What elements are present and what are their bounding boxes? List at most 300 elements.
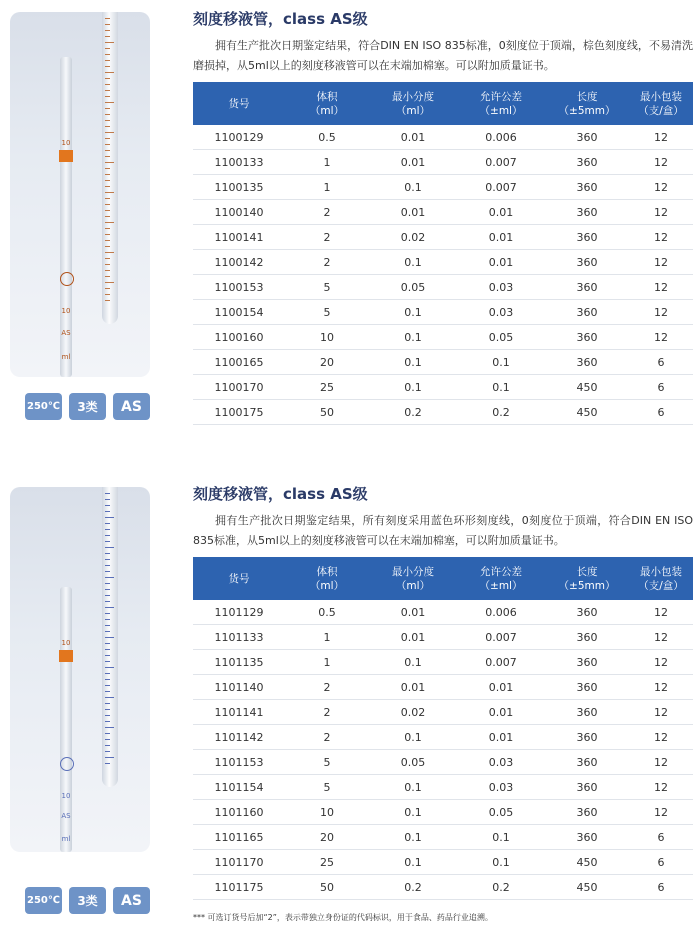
header-label: 最小分度 <box>392 565 434 578</box>
graduation-tick <box>105 132 114 133</box>
table-row <box>193 400 693 425</box>
section-title: 刻度移液管，class AS级 <box>193 10 368 28</box>
graduation-tick <box>105 493 110 494</box>
table-cell: 360 <box>545 750 629 775</box>
table-cell: 360 <box>545 150 629 175</box>
table-cell: 1 <box>285 150 369 175</box>
table-cell: 0.01 <box>369 625 457 650</box>
graduation-tick <box>105 511 110 512</box>
pipette-label-class: AS <box>61 329 71 337</box>
table-cell: 0.01 <box>457 675 545 700</box>
table-cell: 6 <box>629 875 693 900</box>
column-header <box>457 557 545 600</box>
graduation-tick <box>105 571 110 572</box>
header-label: 体积 <box>316 565 338 578</box>
header-label: 长度 <box>576 565 598 578</box>
column-header <box>545 82 629 125</box>
graduation-tick <box>105 102 114 103</box>
section-title: 刻度移液管，class AS级 <box>193 485 368 503</box>
table-cell: 360 <box>545 800 629 825</box>
table-cell: 360 <box>545 125 629 150</box>
table-cell: 1100153 <box>193 275 285 300</box>
badge-category: 3类 <box>69 393 106 420</box>
table-cell: 0.1 <box>369 325 457 350</box>
pipette-label-volume: 10 <box>61 307 71 315</box>
table-cell: 0.1 <box>457 375 545 400</box>
table-cell: 12 <box>629 300 693 325</box>
header-unit: （±5mm） <box>558 579 616 592</box>
thin-pipette-graphic <box>60 587 72 852</box>
table-cell: 0.01 <box>369 200 457 225</box>
header-row <box>193 82 693 125</box>
pipette-label-class: AS <box>61 812 71 820</box>
table-row <box>193 325 693 350</box>
graduation-tick <box>105 643 110 644</box>
graduation-tick <box>105 264 110 265</box>
spec-table-body <box>193 600 693 900</box>
header-label: 最小包装 <box>640 90 682 103</box>
table-row <box>193 350 693 375</box>
table-cell: 2 <box>285 700 369 725</box>
table-cell: 12 <box>629 275 693 300</box>
header-unit: （ml） <box>309 104 345 117</box>
table-cell: 1101153 <box>193 750 285 775</box>
table-cell: 0.03 <box>457 750 545 775</box>
table-cell: 0.1 <box>369 775 457 800</box>
column-header <box>285 557 369 600</box>
table-cell: 0.01 <box>457 200 545 225</box>
pipette-label-volume: 10 <box>61 792 71 800</box>
graduation-tick <box>105 162 114 163</box>
table-cell: 0.1 <box>369 650 457 675</box>
graduation-tick <box>105 547 114 548</box>
thick-pipette-graphic <box>102 487 118 787</box>
header-label: 货号 <box>228 572 250 585</box>
graduation-tick <box>105 300 110 301</box>
badge-category: 3类 <box>69 887 106 914</box>
table-cell: 0.1 <box>369 250 457 275</box>
graduation-tick <box>105 276 110 277</box>
table-row <box>193 850 693 875</box>
table-cell: 0.1 <box>369 825 457 850</box>
table-cell: 1101141 <box>193 700 285 725</box>
graduation-tick <box>105 180 110 181</box>
table-cell: 360 <box>545 775 629 800</box>
table-cell: 0.1 <box>369 800 457 825</box>
graduation-tick <box>105 222 114 223</box>
table-cell: 25 <box>285 375 369 400</box>
table-cell: 450 <box>545 850 629 875</box>
feature-badges <box>25 887 150 914</box>
header-row <box>193 557 693 600</box>
table-cell: 12 <box>629 175 693 200</box>
table-cell: 360 <box>545 275 629 300</box>
table-row <box>193 625 693 650</box>
graduation-tick <box>105 667 114 668</box>
table-cell: 0.01 <box>369 125 457 150</box>
table-row <box>193 875 693 900</box>
graduation-tick <box>105 595 110 596</box>
table-cell: 0.1 <box>457 825 545 850</box>
table-cell: 1101129 <box>193 600 285 625</box>
table-cell: 0.05 <box>369 275 457 300</box>
table-cell: 360 <box>545 825 629 850</box>
table-cell: 0.02 <box>369 700 457 725</box>
column-header <box>285 82 369 125</box>
table-cell: 50 <box>285 400 369 425</box>
header-label: 长度 <box>576 90 598 103</box>
table-cell: 2 <box>285 225 369 250</box>
table-cell: 1100170 <box>193 375 285 400</box>
graduation-tick <box>105 36 110 37</box>
graduation-tick <box>105 733 110 734</box>
pipette-logo-mark <box>60 757 74 771</box>
thick-pipette-graphic <box>102 12 118 324</box>
table-row <box>193 750 693 775</box>
table-cell: 0.01 <box>369 150 457 175</box>
table-cell: 1101135 <box>193 650 285 675</box>
graduation-tick <box>105 126 110 127</box>
graduation-tick <box>105 679 110 680</box>
table-cell: 360 <box>545 675 629 700</box>
graduation-tick <box>105 288 110 289</box>
table-cell: 0.2 <box>369 875 457 900</box>
graduation-tick <box>105 619 110 620</box>
table-row <box>193 700 693 725</box>
header-label: 最小分度 <box>392 90 434 103</box>
table-cell: 0.1 <box>457 850 545 875</box>
graduation-tick <box>105 661 110 662</box>
header-unit: （ml） <box>395 579 431 592</box>
table-row <box>193 775 693 800</box>
graduation-tick <box>105 228 110 229</box>
graduation-tick <box>105 216 110 217</box>
table-cell: 0.006 <box>457 600 545 625</box>
column-header <box>457 82 545 125</box>
graduation-tick <box>105 246 110 247</box>
header-unit: （±ml） <box>479 579 523 592</box>
table-cell: 2 <box>285 250 369 275</box>
table-cell: 5 <box>285 750 369 775</box>
section-description: 拥有生产批次日期鉴定结果，所有刻度采用蓝色环形刻度线，0刻度位于顶端，符合DIN EN ISO 835标准，从5ml以上的刻度移液管可以在末端加棉塞，可以附加质量证书。 <box>193 514 693 547</box>
table-cell: 0.2 <box>369 400 457 425</box>
table-cell: 12 <box>629 625 693 650</box>
graduation-tick <box>105 529 110 530</box>
graduation-tick <box>105 150 110 151</box>
graduation-tick <box>105 637 114 638</box>
footnote: *** 可选订货号后加“2”，表示带独立身份证的代码标识，用于食品、药品行业追溯。 <box>193 913 493 922</box>
graduation-tick <box>105 60 110 61</box>
pipette-label-top: 10 <box>61 139 71 147</box>
table-cell: 6 <box>629 350 693 375</box>
graduation-tick <box>105 186 110 187</box>
table-cell: 12 <box>629 150 693 175</box>
table-cell: 12 <box>629 725 693 750</box>
table-cell: 0.03 <box>457 300 545 325</box>
table-cell: 25 <box>285 850 369 875</box>
table-cell: 0.1 <box>457 350 545 375</box>
badge-temperature: 250℃ <box>25 887 62 914</box>
thin-pipette-graphic <box>60 57 72 377</box>
graduation-tick <box>105 48 110 49</box>
table-cell: 0.1 <box>369 175 457 200</box>
graduation-tick <box>105 282 114 283</box>
table-row <box>193 600 693 625</box>
table-cell: 5 <box>285 275 369 300</box>
column-header <box>369 557 457 600</box>
graduation-tick <box>105 24 110 25</box>
table-cell: 10 <box>285 325 369 350</box>
table-cell: 0.007 <box>457 175 545 200</box>
graduation-tick <box>105 138 110 139</box>
graduation-tick <box>105 613 110 614</box>
table-row <box>193 200 693 225</box>
table-cell: 360 <box>545 250 629 275</box>
graduation-tick <box>105 535 110 536</box>
table-cell: 0.01 <box>369 675 457 700</box>
table-cell: 1100175 <box>193 400 285 425</box>
badge-class: AS <box>113 887 150 914</box>
header-label: 最小包装 <box>640 565 682 578</box>
graduation-tick <box>105 577 114 578</box>
table-cell: 360 <box>545 650 629 675</box>
table-cell: 2 <box>285 200 369 225</box>
table-cell: 1101175 <box>193 875 285 900</box>
graduation-tick <box>105 655 110 656</box>
header-label: 体积 <box>316 90 338 103</box>
table-cell: 1100135 <box>193 175 285 200</box>
graduation-tick <box>105 607 114 608</box>
graduation-tick <box>105 721 110 722</box>
graduation-tick <box>105 565 110 566</box>
graduation-tick <box>105 751 110 752</box>
column-header <box>369 82 457 125</box>
table-cell: 0.2 <box>457 875 545 900</box>
table-cell: 1 <box>285 175 369 200</box>
table-cell: 360 <box>545 300 629 325</box>
table-cell: 50 <box>285 875 369 900</box>
table-cell: 12 <box>629 800 693 825</box>
header-label: 允许公差 <box>480 565 522 578</box>
table-cell: 0.1 <box>369 850 457 875</box>
table-cell: 1101142 <box>193 725 285 750</box>
graduation-tick <box>105 553 110 554</box>
table-row <box>193 125 693 150</box>
header-label: 货号 <box>228 97 250 110</box>
column-header <box>193 557 285 600</box>
graduation-tick <box>105 192 114 193</box>
table-cell: 360 <box>545 225 629 250</box>
table-row <box>193 800 693 825</box>
graduation-tick <box>105 715 110 716</box>
graduation-tick <box>105 499 110 500</box>
table-cell: 360 <box>545 175 629 200</box>
header-unit: （±ml） <box>479 104 523 117</box>
graduation-tick <box>105 625 110 626</box>
table-cell: 1101160 <box>193 800 285 825</box>
table-cell: 360 <box>545 625 629 650</box>
graduation-tick <box>105 72 114 73</box>
graduation-tick <box>105 294 110 295</box>
spec-table-body <box>193 125 693 425</box>
table-cell: 360 <box>545 600 629 625</box>
table-cell: 0.1 <box>369 375 457 400</box>
spec-table <box>193 82 693 425</box>
spec-table-header <box>193 557 693 600</box>
table-cell: 0.01 <box>369 600 457 625</box>
table-cell: 12 <box>629 250 693 275</box>
graduation-tick <box>105 108 110 109</box>
table-cell: 0.1 <box>369 725 457 750</box>
graduation-tick <box>105 198 110 199</box>
graduation-tick <box>105 691 110 692</box>
table-cell: 360 <box>545 700 629 725</box>
graduation-tick <box>105 18 110 19</box>
graduation-tick <box>105 631 110 632</box>
table-cell: 1100142 <box>193 250 285 275</box>
pipette-label-top: 10 <box>61 639 71 647</box>
table-cell: 0.05 <box>369 750 457 775</box>
table-cell: 6 <box>629 400 693 425</box>
table-cell: 0.05 <box>457 325 545 350</box>
feature-badges <box>25 393 150 420</box>
table-cell: 6 <box>629 825 693 850</box>
table-cell: 1101165 <box>193 825 285 850</box>
graduation-tick <box>105 523 110 524</box>
table-row <box>193 275 693 300</box>
graduation-tick <box>105 745 110 746</box>
graduation-tick <box>105 709 110 710</box>
graduation-tick <box>105 270 110 271</box>
graduation-tick <box>105 517 114 518</box>
graduation-tick <box>105 54 110 55</box>
table-cell: 0.03 <box>457 275 545 300</box>
graduation-tick <box>105 258 110 259</box>
pipette-color-band <box>59 150 73 162</box>
table-row <box>193 375 693 400</box>
badge-temperature: 250℃ <box>25 393 62 420</box>
table-cell: 12 <box>629 125 693 150</box>
table-cell: 1101154 <box>193 775 285 800</box>
table-cell: 12 <box>629 325 693 350</box>
graduation-tick <box>105 583 110 584</box>
table-cell: 450 <box>545 375 629 400</box>
header-label: 允许公差 <box>480 90 522 103</box>
header-unit: （支/盒） <box>638 104 684 117</box>
graduation-tick <box>105 559 110 560</box>
table-cell: 12 <box>629 650 693 675</box>
table-cell: 2 <box>285 675 369 700</box>
table-cell: 0.02 <box>369 225 457 250</box>
table-cell: 0.007 <box>457 625 545 650</box>
table-row <box>193 175 693 200</box>
graduation-tick <box>105 66 110 67</box>
graduation-tick <box>105 210 110 211</box>
product-photo <box>10 12 150 377</box>
table-cell: 12 <box>629 675 693 700</box>
table-cell: 0.01 <box>457 725 545 750</box>
table-cell: 5 <box>285 300 369 325</box>
table-cell: 0.1 <box>369 300 457 325</box>
table-row <box>193 825 693 850</box>
graduation-tick <box>105 739 110 740</box>
table-row <box>193 725 693 750</box>
table-row <box>193 675 693 700</box>
table-cell: 12 <box>629 750 693 775</box>
graduation-tick <box>105 505 110 506</box>
table-cell: 0.01 <box>457 225 545 250</box>
table-row <box>193 225 693 250</box>
table-cell: 1100160 <box>193 325 285 350</box>
pipette-label-unit: ml <box>61 835 71 843</box>
table-cell: 12 <box>629 225 693 250</box>
badge-class: AS <box>113 393 150 420</box>
table-cell: 1100154 <box>193 300 285 325</box>
graduation-tick <box>105 168 110 169</box>
graduation-tick <box>105 42 114 43</box>
graduation-tick <box>105 649 110 650</box>
pipette-logo-mark <box>60 272 74 286</box>
graduation-tick <box>105 78 110 79</box>
table-cell: 12 <box>629 700 693 725</box>
table-cell: 1 <box>285 625 369 650</box>
graduation-tick <box>105 90 110 91</box>
graduation-tick <box>105 757 114 758</box>
graduation-tick <box>105 204 110 205</box>
table-cell: 6 <box>629 850 693 875</box>
graduation-tick <box>105 120 110 121</box>
table-cell: 5 <box>285 775 369 800</box>
table-cell: 10 <box>285 800 369 825</box>
table-cell: 1100129 <box>193 125 285 150</box>
product-photo <box>10 487 150 852</box>
table-cell: 0.03 <box>457 775 545 800</box>
graduation-tick <box>105 763 110 764</box>
table-cell: 360 <box>545 725 629 750</box>
table-cell: 360 <box>545 200 629 225</box>
spec-table-header <box>193 82 693 125</box>
table-cell: 12 <box>629 200 693 225</box>
pipette-color-band <box>59 650 73 662</box>
table-cell: 1100141 <box>193 225 285 250</box>
table-cell: 0.01 <box>457 250 545 275</box>
table-cell: 6 <box>629 375 693 400</box>
graduation-tick <box>105 703 110 704</box>
table-row <box>193 650 693 675</box>
graduation-tick <box>105 234 110 235</box>
header-unit: （ml） <box>395 104 431 117</box>
graduation-tick <box>105 541 110 542</box>
table-cell: 0.1 <box>369 350 457 375</box>
graduation-tick <box>105 96 110 97</box>
graduation-tick <box>105 727 114 728</box>
spec-table <box>193 557 693 900</box>
graduation-tick <box>105 673 110 674</box>
table-cell: 0.006 <box>457 125 545 150</box>
graduation-tick <box>105 589 110 590</box>
table-row <box>193 300 693 325</box>
graduation-tick <box>105 174 110 175</box>
header-unit: （支/盒） <box>638 579 684 592</box>
graduation-tick <box>105 144 110 145</box>
graduation-tick <box>105 697 114 698</box>
graduation-tick <box>105 156 110 157</box>
graduation-tick <box>105 601 110 602</box>
pipette-label-unit: ml <box>61 353 71 361</box>
table-cell: 450 <box>545 875 629 900</box>
section-description: 拥有生产批次日期鉴定结果，符合DIN EN ISO 835标准，0刻度位于顶端，棕色刻度线，不易清洗磨损掉，从5ml以上的刻度移液管可以在末端加棉塞。可以附加质量证书。 <box>193 39 693 72</box>
header-unit: （ml） <box>309 579 345 592</box>
